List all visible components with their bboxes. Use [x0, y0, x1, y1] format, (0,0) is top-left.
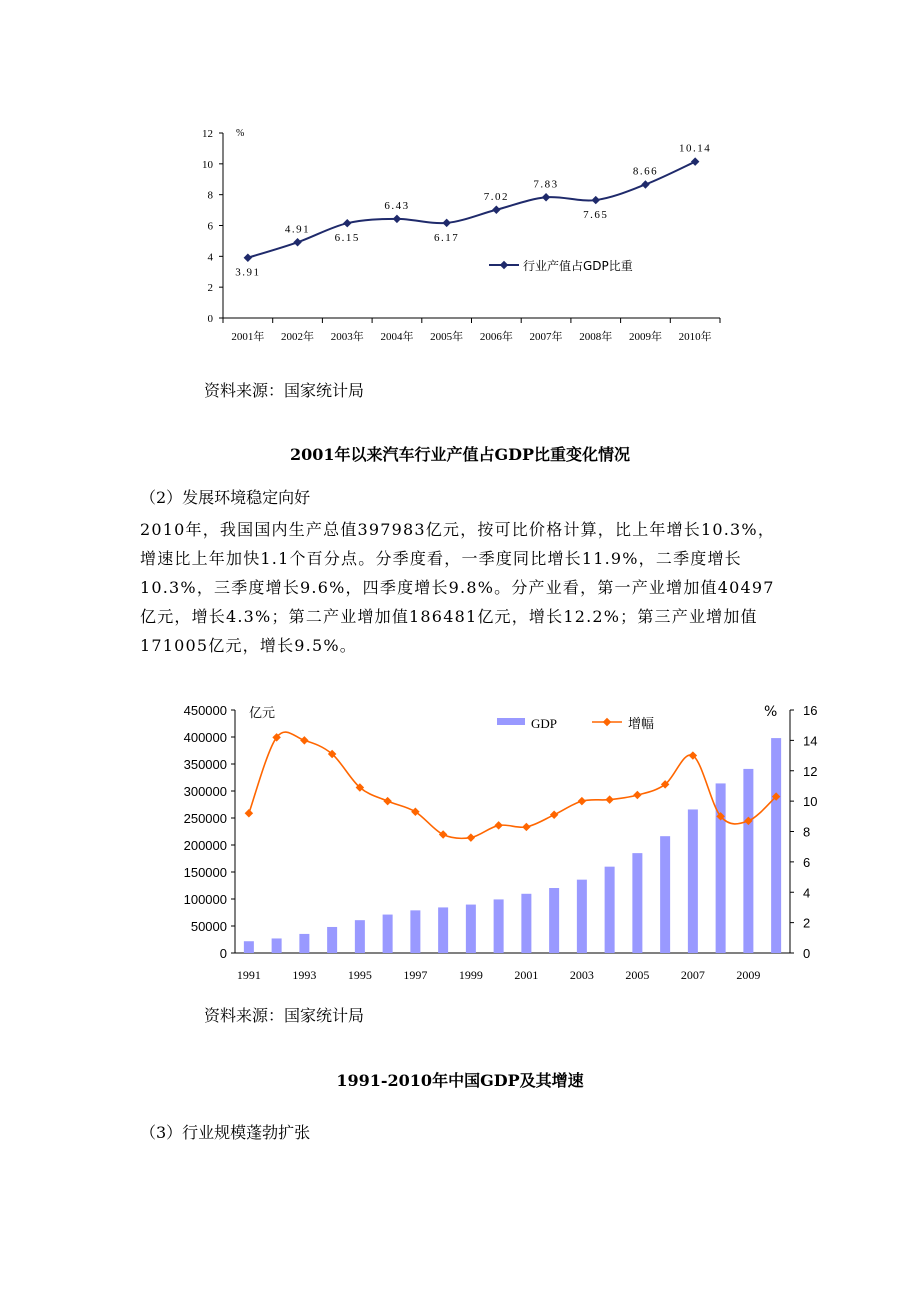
chart2-right-y-ticks — [790, 703, 817, 961]
chart1-caption: 2001年以来汽车行业产值占GDP比重变化情况 — [289, 445, 631, 464]
chart2-left-tick-label: 350000 — [183, 757, 227, 772]
chart2-growth-point — [633, 791, 641, 799]
chart2-x-tick-label: 2009 — [736, 968, 761, 982]
chart2-right-tick-label: 6 — [803, 854, 811, 870]
chart2-legend-marker — [603, 718, 611, 726]
chart1-legend-marker — [500, 261, 508, 269]
chart2-gdp-bar — [299, 934, 309, 953]
chart1-data-point — [293, 238, 301, 246]
chart1-data-label: 6.15 — [334, 232, 360, 245]
chart1-data-point — [492, 206, 500, 214]
chart1-y-tick-label: 12 — [202, 128, 213, 140]
paragraph-line: 2010年，我国国内生产总值397983亿元，按可比价格计算，比上年增长10.3%， — [140, 520, 776, 539]
chart1-data-label: 7.02 — [483, 190, 509, 203]
chart2-growth-point — [467, 833, 475, 841]
chart2-gdp-bar — [383, 915, 393, 953]
chart2-left-tick-label: 0 — [219, 946, 227, 961]
industry-share-line-chart — [0, 0, 920, 360]
chart1-data-point — [442, 219, 450, 227]
chart2-x-ticks — [237, 968, 761, 982]
chart2-x-tick-label: 1999 — [458, 968, 483, 982]
chart2-left-tick-label: 250000 — [183, 811, 227, 826]
chart1-x-tick-label: 2009年 — [628, 331, 662, 343]
chart1-unit-label: % — [236, 128, 245, 139]
chart2-growth-point — [245, 809, 253, 817]
chart1-x-tick-label: 2005年 — [430, 331, 464, 343]
chart1-x-tick-label: 2010年 — [678, 331, 712, 343]
chart1-data-label: 4.91 — [284, 223, 311, 236]
chart1-data-label: 7.65 — [583, 209, 609, 222]
chart1-x-tick-label: 2008年 — [579, 331, 613, 343]
chart2-growth-point — [522, 823, 530, 831]
chart2-gdp-bar — [605, 867, 615, 953]
chart1-data-point — [592, 196, 600, 204]
chart1-data-point — [641, 180, 649, 188]
chart1-y-tick-label: 6 — [207, 220, 213, 233]
chart2-growth-point — [300, 736, 308, 744]
chart2-x-tick-label: 2005 — [625, 968, 650, 982]
chart2-gdp-bar — [410, 910, 420, 953]
body-paragraph — [140, 515, 790, 660]
chart2-growth-point — [494, 821, 502, 829]
paragraph-line: 171005亿元，增长9.5%。 — [140, 636, 357, 655]
chart2-left-tick-label: 200000 — [183, 838, 227, 853]
chart1-series-line — [248, 162, 695, 258]
chart2-x-tick-label: 1993 — [292, 968, 317, 982]
section-heading-3: （3）行业规模蓬勃扩张 — [140, 1123, 311, 1142]
section-heading-2: （2）发展环境稳定向好 — [140, 488, 311, 507]
chart2-left-tick-label: 50000 — [190, 919, 227, 934]
chart1-data-label: 10.14 — [679, 142, 712, 155]
chart1-data-label: 6.43 — [384, 199, 410, 212]
chart1-y-ticks — [202, 128, 223, 325]
chart1-x-tick-label: 2007年 — [529, 331, 563, 343]
chart1-y-tick-label: 0 — [207, 313, 213, 325]
chart1-y-tick-label: 2 — [207, 282, 213, 295]
chart2-gdp-bar — [355, 920, 365, 953]
paragraph-line: 增速比上年加快1.1个百分点。分季度看，一季度同比增长11.9%，二季度增长 — [140, 549, 742, 568]
chart1-legend-label: 行业产值占GDP比重 — [523, 259, 633, 273]
chart2-gdp-bar — [632, 853, 642, 953]
chart2-gdp-bar — [521, 894, 531, 953]
chart2-left-y-ticks — [184, 703, 235, 961]
chart2-legend-growth: 增幅 — [628, 717, 655, 732]
chart2-left-tick-label: 450000 — [183, 703, 227, 718]
chart2-right-tick-label: 4 — [803, 885, 811, 901]
chart1-data-point — [343, 219, 351, 227]
chart2-growth-point — [605, 795, 613, 803]
chart1-x-tick-label: 2004年 — [380, 331, 414, 343]
chart2-left-tick-label: 150000 — [183, 865, 227, 880]
chart2-gdp-bar — [438, 907, 448, 953]
chart2-gdp-bar — [244, 941, 254, 953]
chart1-x-ticks — [231, 329, 711, 343]
chart2-growth-point — [550, 811, 558, 819]
chart1-y-tick-label: 4 — [207, 251, 213, 264]
chart1-data-label: 8.66 — [632, 165, 659, 178]
chart2-gdp-bar — [688, 809, 698, 953]
chart2-gdp-bar — [466, 905, 476, 953]
chart2-gdp-bar — [743, 769, 753, 953]
chart2-left-tick-label: 300000 — [183, 784, 227, 799]
chart2-x-tick-label: 2001 — [514, 968, 539, 982]
chart2-right-tick-label: 10 — [803, 794, 818, 810]
chart1-x-tick-label: 2001年 — [231, 331, 265, 343]
chart1-y-tick-label: 8 — [207, 189, 213, 202]
chart2-right-tick-label: 12 — [803, 763, 818, 779]
gdp-growth-combo-chart — [0, 690, 920, 990]
chart2-right-tick-label: 0 — [803, 946, 811, 961]
chart2-left-unit: 亿元 — [249, 706, 276, 721]
chart2-gdp-bar — [272, 938, 282, 953]
chart2-right-tick-label: 16 — [803, 703, 818, 718]
chart2-x-tick-label: 2003 — [569, 968, 594, 982]
chart2-axes — [235, 710, 790, 953]
chart1-y-tick-label: 10 — [202, 158, 213, 171]
chart1-data-labels — [235, 143, 711, 279]
chart2-x-tick-label: 1997 — [403, 968, 428, 982]
chart2-right-unit: % — [764, 704, 778, 720]
chart1-x-tick-label: 2002年 — [281, 331, 315, 343]
chart2-right-tick-label: 8 — [803, 824, 811, 840]
chart1-data-label: 7.83 — [533, 178, 559, 191]
chart2-growth-point — [439, 830, 447, 838]
chart1-points — [244, 157, 700, 262]
chart2-gdp-bar — [771, 738, 781, 953]
chart2-legend-gdp: GDP — [531, 716, 558, 731]
chart2-gdp-bar — [577, 880, 587, 953]
chart2-left-tick-label: 100000 — [183, 892, 227, 907]
chart2-x-tick-label: 2007 — [680, 968, 705, 982]
chart1-legend — [489, 258, 633, 273]
paragraph-line: 10.3%，三季度增长9.6%，四季度增长9.8%。分产业看，第一产业增加值40497 — [140, 578, 775, 597]
chart1-x-tick-label: 2006年 — [479, 331, 513, 343]
chart2-growth-point — [383, 797, 391, 805]
chart2-legend — [497, 716, 654, 732]
chart2-gdp-bar — [549, 888, 559, 953]
chart2-gdp-bar — [327, 927, 337, 953]
chart1-data-point — [691, 157, 699, 165]
chart1-data-point — [244, 253, 252, 261]
chart2-gdp-bar — [494, 899, 504, 953]
chart2-growth-point — [578, 797, 586, 805]
chart1-data-label: 6.17 — [434, 231, 460, 244]
chart2-right-tick-label: 14 — [803, 733, 818, 749]
chart1-data-point — [542, 193, 550, 201]
chart2-gdp-bar — [660, 836, 670, 953]
chart2-x-tick-label: 1991 — [236, 968, 261, 982]
chart2-legend-bar-swatch — [497, 718, 525, 725]
chart1-data-label: 3.91 — [235, 266, 261, 279]
chart2-left-tick-label: 400000 — [183, 730, 227, 745]
chart2-right-tick-label: 2 — [803, 915, 811, 931]
paragraph-line: 亿元，增长4.3%；第二产业增加值186481亿元，增长12.2%；第三产业增加值 — [140, 607, 758, 626]
source-note-2: 资料来源：国家统计局 — [204, 1006, 365, 1025]
chart1-x-tick-label: 2003年 — [330, 331, 364, 343]
chart2-caption: 1991-2010年中国GDP及其增速 — [336, 1071, 584, 1090]
chart2-x-tick-label: 1995 — [347, 968, 372, 982]
chart2-bars — [244, 738, 781, 953]
source-note-1: 资料来源：国家统计局 — [204, 381, 365, 400]
chart1-data-point — [393, 215, 401, 223]
